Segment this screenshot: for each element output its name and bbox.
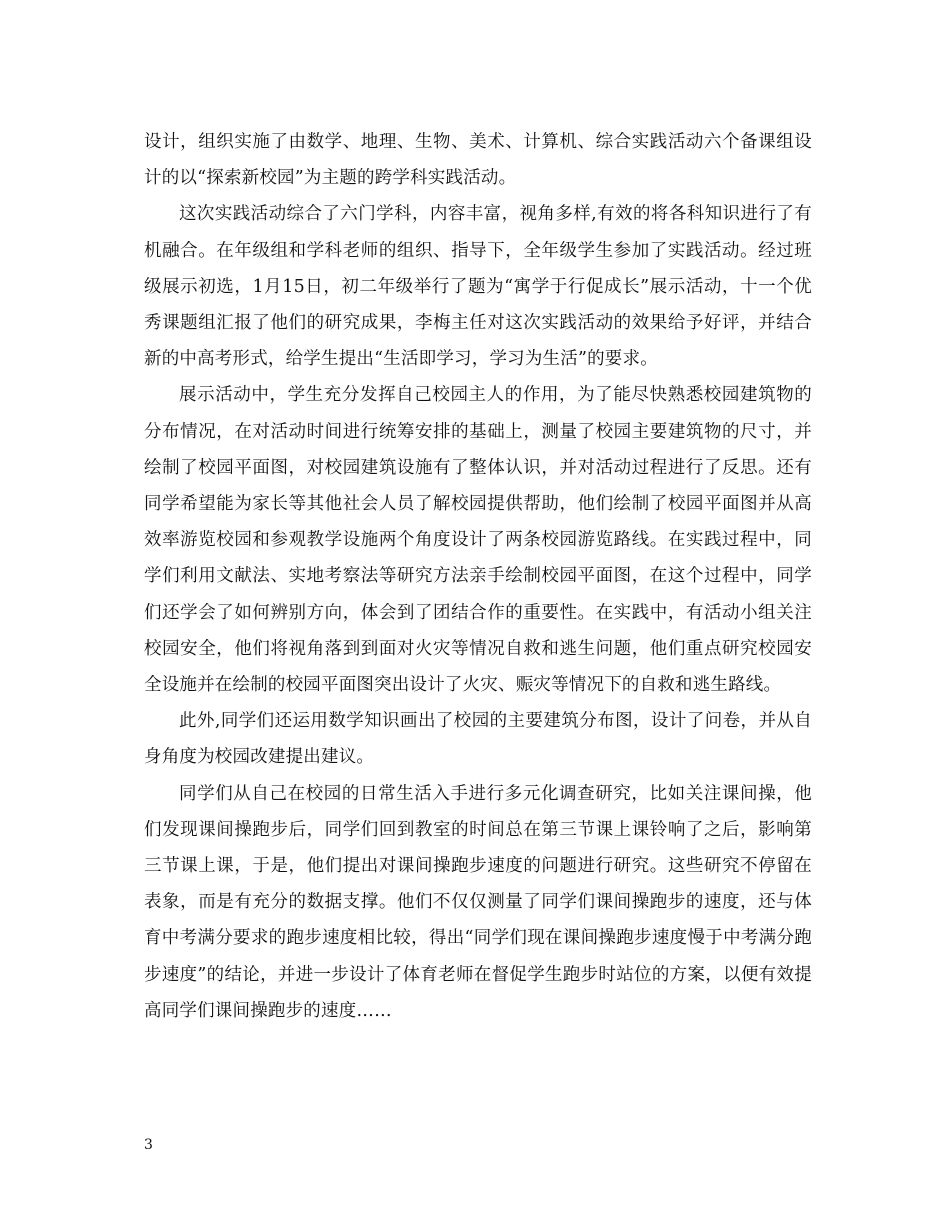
paragraph-2: 这次实践活动综合了六门学科，内容丰富，视角多样,有效的将各科知识进行了有机融合。在年级组和学科老师的组织、指导下，全年级学生参加了实践活动。经过班级展示初选，1月15日，初二年级举行了题为“寓学于行促成长”展示活动，十一个优秀课题组汇报了他们的研究成果，李梅主任对这次实践活动的效果给予好评，并结合新的中高考形式，给学生提出“生活即学习，学习为生活”的要求。: [144, 204, 812, 370]
paragraph-3: 展示活动中，学生充分发挥自己校园主人的作用，为了能尽快熟悉校园建筑物的分布情况，在对活动时间进行统筹安排的基础上，测量了校园主要建筑物的尺寸，并绘制了校园平面图，对校园建筑设施有了整体认识，并对活动过程进行了反思。还有同学希望能为家长等其他社会人员了解校园提供帮助，他们绘制了校园平面图并从高效率游览校园和参观教学设施两个角度设计了两条校园游览路线。在实践过程中，同学们利用文献法、实地考察法等研究方法亲手绘制校园平面图，在这个过程中，同学们还学会了如何辨别方向，体会到了团结合作的重要性。在实践中，有活动小组关注校园安全，他们将视角落到到面对火灾等情况自救和逃生问题，他们重点研究校园安全设施并在绘制的校园平面图突出设计了火灾、赈灾等情况下的自救和逃生路线。: [144, 385, 812, 696]
paragraph-4: 此外,同学们还运用数学知识画出了校园的主要建筑分布图，设计了问卷，并从自身角度为校园改建提出建议。: [144, 711, 812, 768]
page-number: 3: [144, 1137, 153, 1153]
body-text: [144, 124, 812, 1029]
paragraph-1: 设计，组织实施了由数学、地理、生物、美术、计算机、综合实践活动六个备课组设计的以“探索新校园”为主题的跨学科实践活动。: [144, 132, 812, 189]
paragraph-5: 同学们从自己在校园的日常生活入手进行多元化调查研究，比如关注课间操，他们发现课间操跑步后，同学们回到教室的时间总在第三节课上课铃响了之后，影响第三节课上课，于是，他们提出对课间操跑步速度的问题进行研究。这些研究不停留在表象，而是有充分的数据支撑。他们不仅仅测量了同学们课间操跑步的速度，还与体育中考满分要求的跑步速度相比较，得出“同学们现在课间操跑步速度慢于中考满分跑步速度”的结论，并进一步设计了体育老师在督促学生跑步时站位的方案，以便有效提高同学们课间操跑步的速度……: [144, 783, 812, 1021]
